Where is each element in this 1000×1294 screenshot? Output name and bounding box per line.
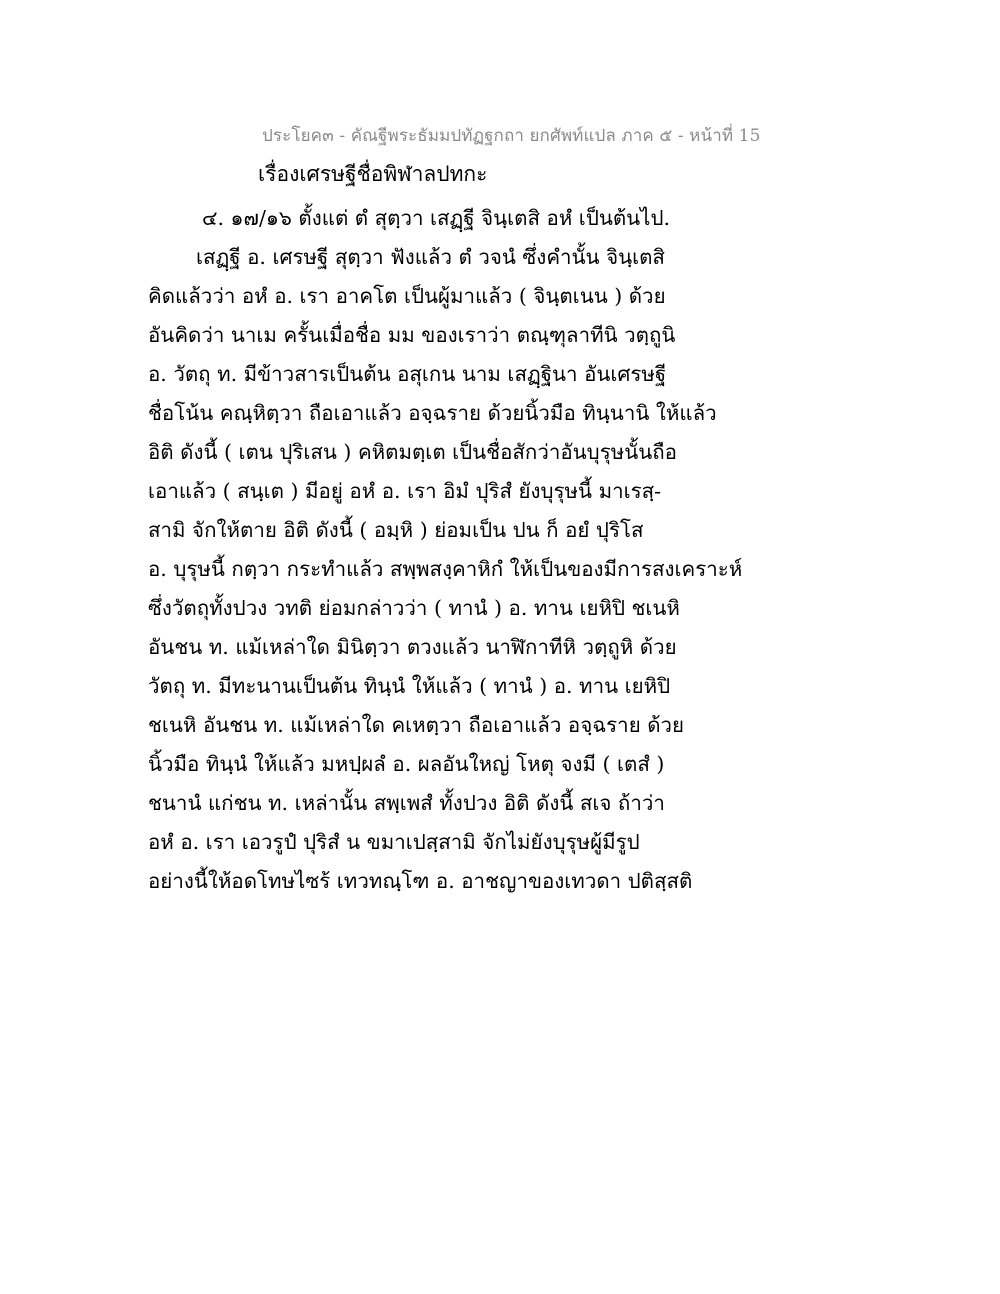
body-line: คิดแล้วว่า อหํ อ. เรา อาคโต เป็นผู้มาแล้ว ( จินฺตเนน ) ด้วย — [148, 284, 666, 308]
body-line: ซึ่งวัตถุทั้งปวง วทติ ย่อมกล่าวว่า ( ทานํ ) อ. ทาน เยหิปิ ชเนหิ — [148, 596, 680, 620]
body-line: อ. วัตถุ ท. มีข้าวสารเป็นต้น อสุเกน นาม เสฏฺฐินา อันเศรษฐี — [148, 362, 667, 386]
body-line: อหํ อ. เรา เอวรูปํ ปุริสํ น ขมาเปสฺสามิ จักไม่ยังบุรุษผู้มีรูป — [148, 830, 640, 854]
body-line: อันชน ท. แม้เหล่าใด มินิตฺวา ตวงแล้ว นาฬิกาทีหิ วตฺถูหิ ด้วย — [148, 635, 677, 659]
story-title: เรื่องเศรษฐีชื่อพิฬาลปทกะ — [258, 162, 488, 186]
body-line-paragraph-start: เสฏฺฐี อ. เศรษฐี สุตฺวา ฟังแล้ว ตํ วจนํ ซึ่งคำนั้น จินฺเตสิ — [196, 245, 665, 269]
body-line: อันคิดว่า นาเม ครั้นเมื่อชื่อ มม ของเราว่า ตณฺฑุลาทีนิ วตฺถูนิ — [148, 323, 676, 347]
body-line: ชื่อโน้น คณฺหิตฺวา ถือเอาแล้ว อจฺฉราย ด้วยนิ้วมือ ทินฺนานิ ให้แล้ว — [148, 401, 717, 425]
body-line-section-start: ๔. ๑๗/๑๖ ตั้งแต่ ตํ สุตฺวา เสฏฺฐี จินฺเตสิ อหํ เป็นต้นไป. — [202, 206, 671, 230]
body-text — [148, 199, 743, 901]
body-line: อย่างนี้ให้อดโทษไซร้ เทวทณฺโฑ อ. อาชญาของเทวดา ปติสฺสติ — [148, 869, 693, 893]
body-line: เอาแล้ว ( สนฺเต ) มีอยู่ อหํ อ. เรา อิมํ ปุริสํ ยังบุรุษนี้ มาเรสฺ- — [148, 479, 662, 503]
body-line: วัตถุ ท. มีทะนานเป็นต้น ทินฺนํ ให้แล้ว ( ทานํ ) อ. ทาน เยหิปิ — [148, 674, 671, 698]
running-header: ประโยค๓ - คัณฐีพระธัมมปทัฏฐกถา ยกศัพท์แปล ภาค ๕ - หน้าที่ 15 — [262, 126, 761, 146]
body-line: อิติ ดังนี้ ( เตน ปุริเสน ) คหิตมตฺเต เป็นชื่อสักว่าอันบุรุษนั้นถือ — [148, 440, 677, 464]
body-line: สามิ จักให้ตาย อิติ ดังนี้ ( อมฺหิ ) ย่อมเป็น ปน ก็ อยํ ปุริโส — [148, 518, 644, 542]
body-line: ชนานํ แก่ชน ท. เหล่านั้น สพฺเพสํ ทั้งปวง อิติ ดังนี้ สเจ ถ้าว่า — [148, 791, 665, 815]
body-line: อ. บุรุษนี้ กตฺวา กระทำแล้ว สพฺพสงฺคาหิกํ ให้เป็นของมีการสงเคราะห์ — [148, 557, 743, 581]
body-line: ชเนหิ อันชน ท. แม้เหล่าใด คเหตฺวา ถือเอาแล้ว อจฺฉราย ด้วย — [148, 713, 685, 737]
body-line: นิ้วมือ ทินฺนํ ให้แล้ว มหปฺผลํ อ. ผลอันใหญ่ โหตุ จงมี ( เตสํ ) — [148, 752, 665, 776]
